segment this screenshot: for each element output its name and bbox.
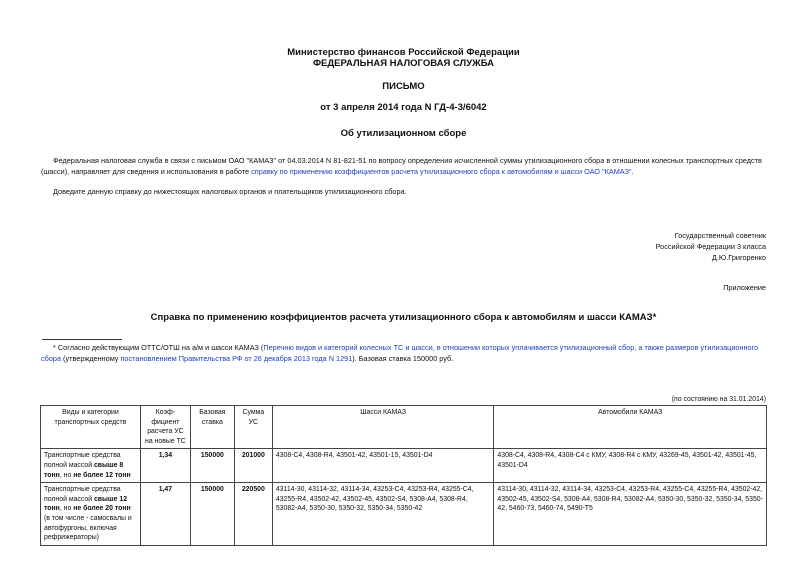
ministry-name: Министерство финансов Российской Федерации (287, 47, 520, 58)
header-chassis: Шасси КАМАЗ (272, 406, 494, 449)
header-base-rate: Базовая ставка (190, 406, 234, 449)
row-coefficient: 1,34 (140, 449, 190, 483)
category-text: , но (59, 471, 74, 479)
footnote-mid: (утвержденному (61, 354, 121, 363)
table-row (41, 449, 767, 483)
category-text: (в том числе - самосвалы и автофургоны, включая рефрижераторы) (44, 514, 132, 542)
coefficients-table (40, 405, 767, 546)
header-sum: Сумма УС (234, 406, 272, 449)
footnote-start: * Согласно действующим ОТТС/ОТШ на а/м и шасси КАМАЗ ( (53, 343, 264, 352)
footnote (41, 342, 771, 364)
row-sum: 201000 (234, 449, 272, 483)
category-bold: не более 12 тонн (73, 471, 131, 479)
category-text: Транспортные средства полной массой (44, 452, 121, 469)
signature-name: Д.Ю.Григоренко (711, 253, 766, 262)
row-category (41, 449, 141, 483)
status-note: (по состоянию на 31.01.2014) (671, 396, 766, 403)
body-paragraph-2: Доведите данную справку до нижестоящих налоговых органов и плательщиков утилизационного сбора. (53, 187, 407, 196)
appendix-label: Приложение (723, 283, 766, 292)
row-sum: 220500 (234, 483, 272, 546)
para1-text-end: . (631, 167, 634, 176)
category-bold: свыше 8 тонн (44, 461, 124, 479)
header-coefficient: Коэф-фициент расчета УС на новые ТС (140, 406, 190, 449)
signature-rank: Российской Федерации 3 класса (655, 242, 766, 251)
table-row (41, 483, 767, 546)
para1-text-start: Федеральная налоговая служба в связи с письмом ОАО "КАМАЗ" от 04.03.2014 N 81-821-51 по вопросу определения исчисленной суммы утилизационного сбора в отношении колесных транспортных средств (шасси), направляет для сведения и использования в работе (41, 156, 762, 176)
footnote-end: ). Базовая ставка 150000 руб. (352, 354, 454, 363)
document-subject: Об утилизационном сборе (340, 128, 467, 139)
header-cars: Автомобили КАМАЗ (494, 406, 767, 449)
row-chassis: 43114-30, 43114-32, 43114-34, 43253-С4, 43253-R4, 43255-С4, 43255-R4, 43502-42, 43502-45, 43502-S4, 5308-A4, 5308-R4, 53082-A4, 5350-30, 5350-32, 5350-34, 5350-42 (272, 483, 494, 546)
category-bold: не более 20 тонн (73, 505, 131, 513)
category-bold: свыше 12 тонн (44, 495, 128, 513)
row-base-rate: 150000 (190, 449, 234, 483)
perechen-link[interactable]: Перечню видов и категорий колесных ТС и шасси, в отношении которых уплачивается утилизационный сбор, а также размеров утилизационного сбора (41, 343, 759, 363)
signature-title: Государственный советник (674, 231, 766, 240)
postanovlenie-link[interactable]: постановлением Правительства РФ от 26 декабря 2013 года N 1291 (120, 354, 353, 363)
row-coefficient: 1,47 (140, 483, 190, 546)
spravka-link[interactable]: справку по применению коэффициентов расчета утилизационного сбора к автомобилям и шасси ОАО "КАМАЗ" (251, 167, 632, 176)
row-cars: 4308-С4, 4308-R4, 4308-С4 с КМУ, 4308-R4 с КМУ, 43269-45, 43501-42, 43501-45, 43501-D4 (494, 449, 767, 483)
row-category (41, 483, 141, 546)
row-cars: 43114-30, 43114-32, 43114-34, 43253-С4, 43253-R4, 43255-С4, 43255-R4, 43502-42, 43502-45, 43502-S4, 5308-A4, 5308-R4, 53082-A4, 5350-30, 5350-32, 5350-34, 5350-42, 5460-73, 5460-74, 5490-Т5 (494, 483, 767, 546)
row-base-rate: 150000 (190, 483, 234, 546)
row-chassis: 4308-С4, 4308-R4, 43501-42, 43501-15, 43501-D4 (272, 449, 494, 483)
category-text: Транспортные средства полной массой (44, 486, 121, 503)
footnote-divider (42, 339, 122, 340)
document-date: от 3 апреля 2014 года N ГД-4-3/6042 (320, 102, 487, 113)
body-paragraph-1 (41, 155, 769, 177)
service-name: ФЕДЕРАЛЬНАЯ НАЛОГОВАЯ СЛУЖБА (312, 58, 495, 69)
spravka-title: Справка по применению коэффициентов расчета утилизационного сбора к автомобилям и шасси КАМАЗ* (150, 312, 657, 323)
category-text: , но (59, 505, 74, 513)
document-type: ПИСЬМО (382, 81, 425, 92)
table-header-row (41, 406, 767, 449)
header-category: Виды и категории транспортных средств (41, 406, 141, 449)
